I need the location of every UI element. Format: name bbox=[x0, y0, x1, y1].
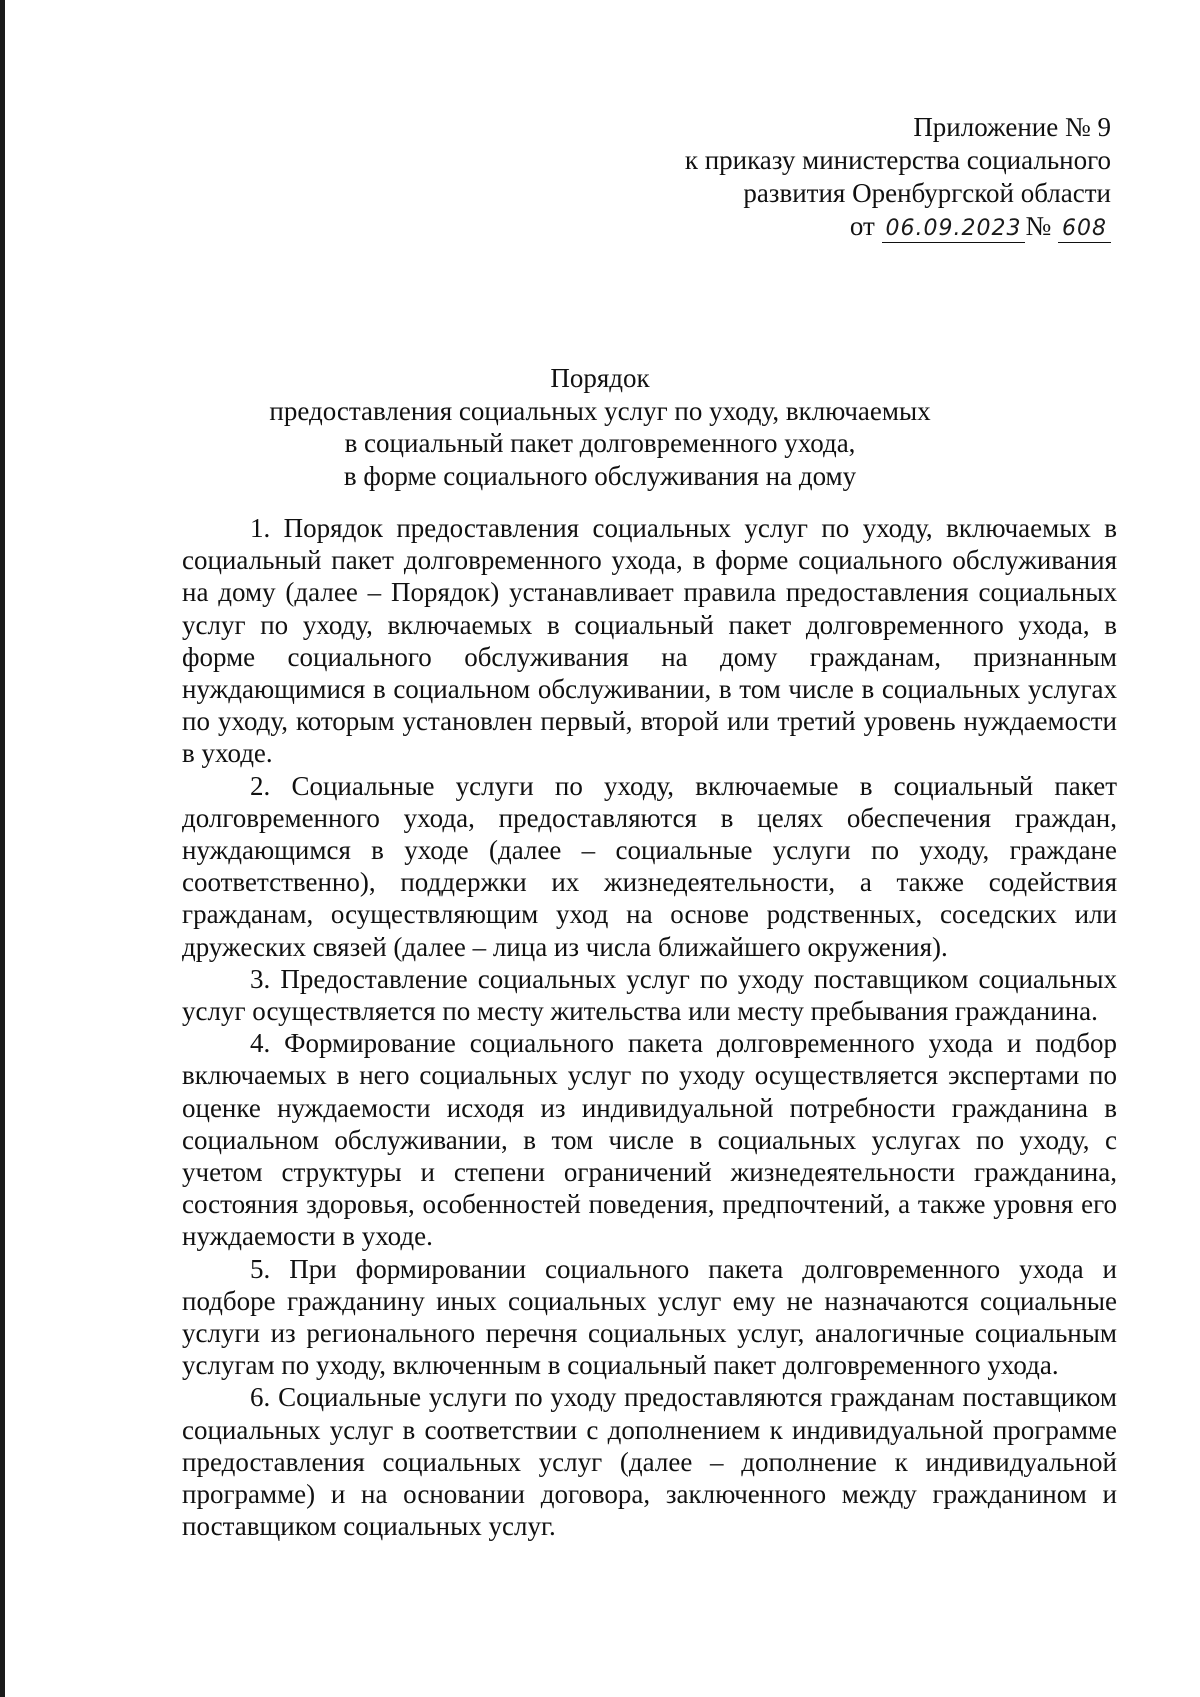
handwritten-date: 06.09.2023 bbox=[882, 216, 1026, 243]
date-prefix: от bbox=[849, 211, 875, 241]
document-title bbox=[0, 362, 1200, 492]
number-prefix: № bbox=[1025, 211, 1052, 241]
appendix-label: Приложение № 9 bbox=[913, 112, 1111, 142]
appendix-ministry: развития Оренбургской области bbox=[743, 178, 1111, 208]
paragraph-1: 1. Порядок предоставления социальных услуг по уходу, включаемых в социальный пакет долговременного ухода, в форме социального обслуживания на дому (далее – Порядок) устанавливает правила предоставления социальных услуг по уходу, включаемых в социальный пакет долговременного ухода, в форме социального обслуживания на дому гражданам, признанным нуждающимися в социальном обслуживании, в том числе в социальных услугах по уходу, которым установлен первый, второй или третий уровень нуждаемости в уходе. bbox=[182, 513, 1117, 769]
title-line-3: в социальный пакет долговременного ухода, bbox=[344, 428, 856, 458]
document-body bbox=[182, 512, 1117, 1543]
scan-edge bbox=[0, 0, 5, 1697]
appendix-order-ref: к приказу министерства социального bbox=[684, 145, 1111, 175]
appendix-date-line bbox=[685, 210, 1111, 243]
paragraph-3: 3. Предоставление социальных услуг по уходу поставщиком социальных услуг осуществляется по месту жительства или месту пребывания гражданина. bbox=[182, 963, 1117, 1027]
title-line-4: в форме социального обслуживания на дому bbox=[343, 460, 857, 491]
handwritten-number: 608 bbox=[1058, 216, 1111, 243]
paragraph-2: 2. Социальные услуги по уходу, включаемые в социальный пакет долговременного ухода, предоставляются в целях обеспечения граждан, нуждающимся в уходе (далее – социальные услуги по уходу, граждане соответственно), поддержки их жизнедеятельности, а также содействия гражданам, осуществляющим уход на основе родственных, соседских или дружеских связей (далее – лица из числа ближайшего окружения). bbox=[182, 770, 1117, 962]
paragraph-5: 5. При формировании социального пакета долговременного ухода и подборе гражданину иных социальных услуг ему не назначаются социальные услуги из регионального перечня социальных услуг, аналогичные социальным услугам по уходу, включенным в социальный пакет долговременного ухода. bbox=[182, 1253, 1117, 1381]
appendix-header bbox=[685, 111, 1111, 243]
paragraph-4: 4. Формирование социального пакета долговременного ухода и подбор включаемых в него социальных услуг по уходу осуществляется экспертами по оценке нуждаемости исходя из индивидуальной потребности гражданина в социальном обслуживании, в том числе в социальных услугах по уходу, с учетом структуры и степени ограничений жизнедеятельности гражданина, состояния здоровья, особенностей поведения, предпочтений, а также уровня его нуждаемости в уходе. bbox=[182, 1028, 1117, 1252]
paragraph-6: 6. Социальные услуги по уходу предоставляются гражданам поставщиком социальных услуг в соответствии с дополнением к индивидуальной программе предоставления социальных услуг (далее – дополнение к индивидуальной программе) и на основании договора, заключенного между гражданином и поставщиком социальных услуг. bbox=[182, 1382, 1117, 1542]
title-line-1: Порядок bbox=[550, 363, 650, 393]
title-line-2: предоставления социальных услуг по уходу, включаемых bbox=[269, 395, 931, 426]
